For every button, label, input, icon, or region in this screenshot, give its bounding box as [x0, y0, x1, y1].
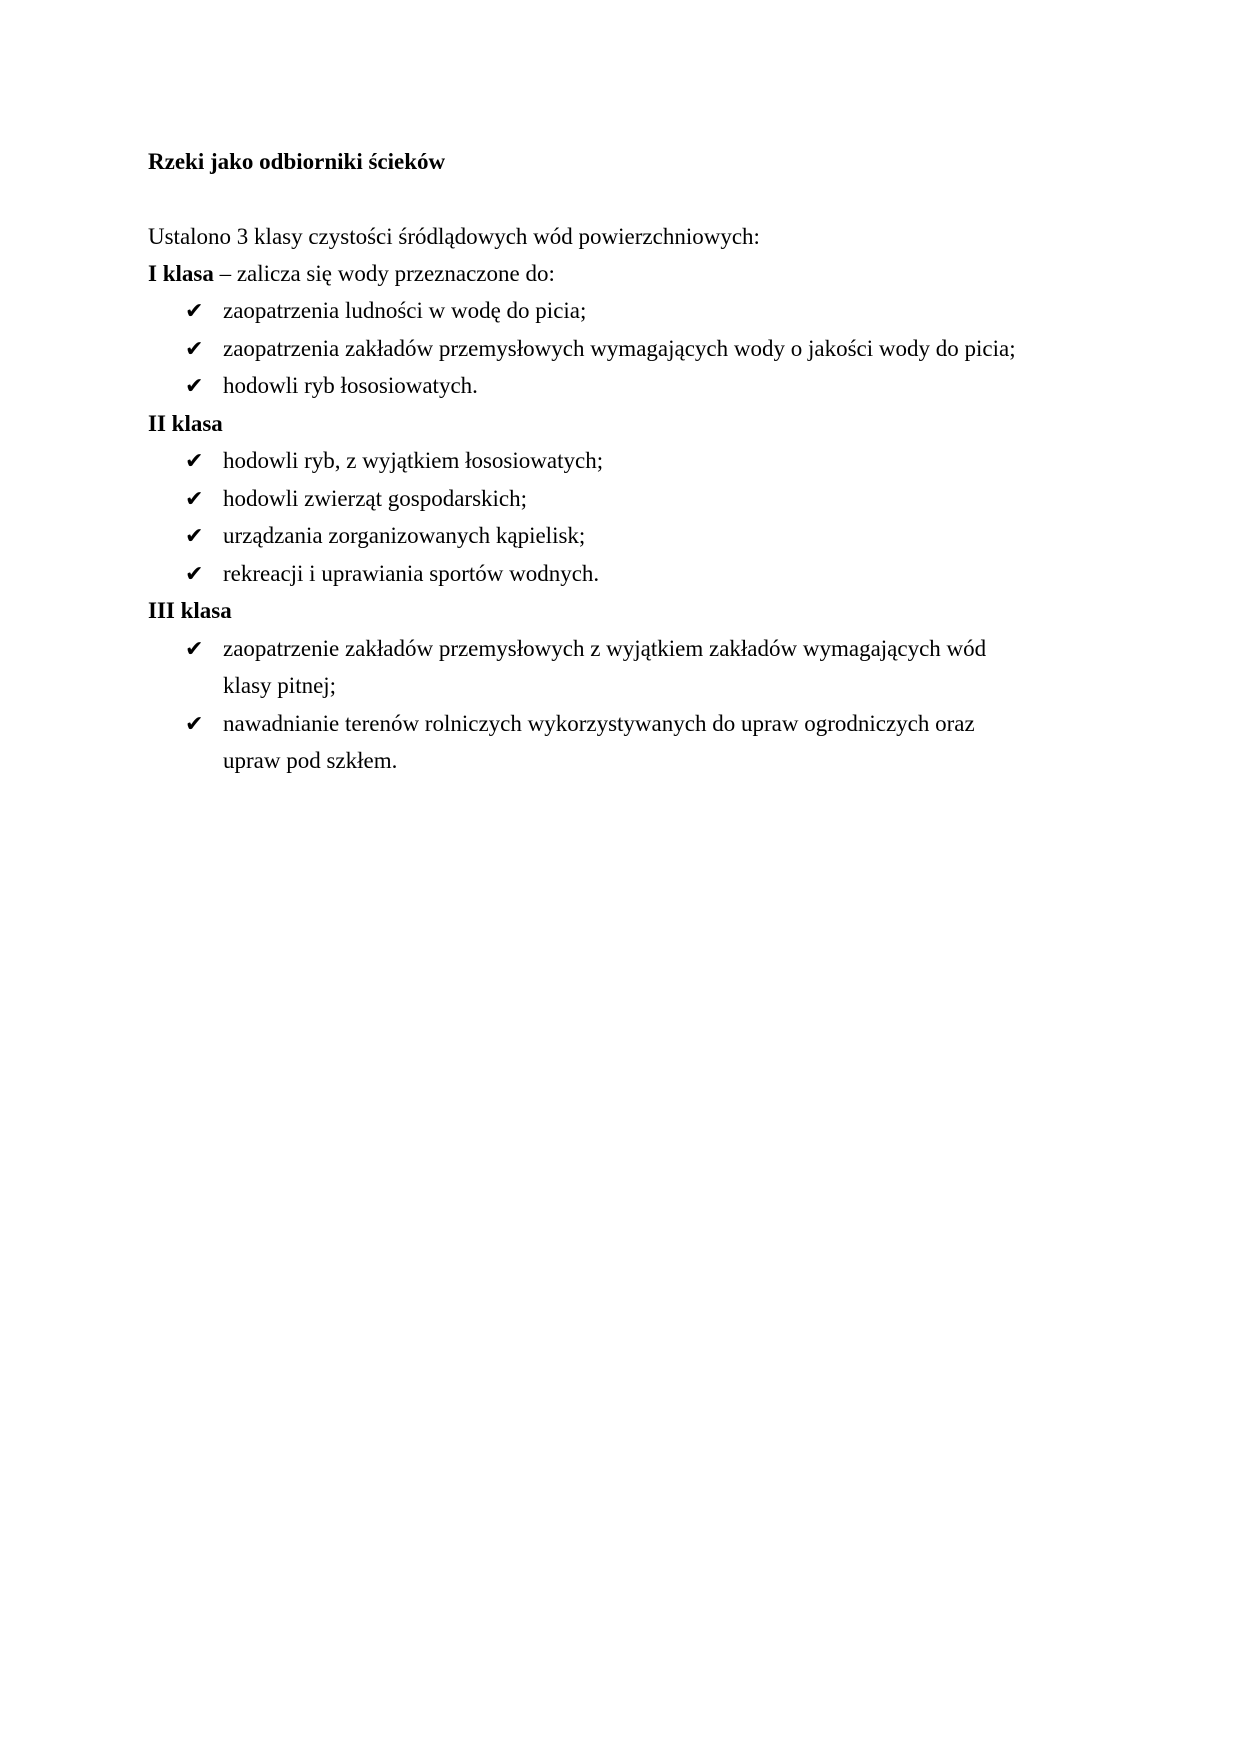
- check-icon: ✔: [185, 448, 204, 473]
- list-item: [185, 521, 585, 551]
- list-item-text: rekreacji i uprawiania sportów wodnych.: [223, 561, 600, 586]
- list-item: [185, 296, 586, 326]
- class-3-heading: III klasa: [148, 598, 232, 623]
- list-item: [185, 334, 1016, 364]
- check-icon: ✔: [185, 636, 204, 661]
- list-item-text: zaopatrzenia zakładów przemysłowych wymagających wody o jakości wody do picia;: [223, 336, 1016, 361]
- list-item-text: hodowli zwierząt gospodarskich;: [223, 486, 528, 511]
- check-icon: ✔: [185, 336, 204, 361]
- list-item-text: zaopatrzenia ludności w wodę do picia;: [223, 298, 587, 323]
- list-item-text: zaopatrzenie zakładów przemysłowych z wyjątkiem zakładów wymagających wód: [223, 636, 987, 661]
- check-icon: ✔: [185, 298, 204, 323]
- list-item: [185, 559, 599, 589]
- list-item-text: hodowli ryb łososiowatych.: [223, 373, 478, 398]
- check-icon: ✔: [185, 373, 204, 398]
- check-icon: ✔: [185, 561, 204, 586]
- intro-paragraph: Ustalono 3 klasy czystości śródlądowych wód powierzchniowych:: [148, 224, 760, 249]
- check-icon: ✔: [185, 711, 204, 736]
- class-1-label: I klasa: [148, 261, 214, 286]
- list-item-continuation: klasy pitnej;: [223, 673, 337, 698]
- class-1-description: – zalicza się wody przeznaczone do:: [213, 261, 555, 286]
- document-title: Rzeki jako odbiorniki ścieków: [148, 149, 446, 174]
- list-item-text: hodowli ryb, z wyjątkiem łososiowatych;: [223, 448, 604, 473]
- class-2-heading: II klasa: [148, 411, 223, 436]
- list-item-continuation: upraw pod szkłem.: [223, 748, 398, 773]
- list-item-text: nawadnianie terenów rolniczych wykorzystywanych do upraw ogrodniczych oraz: [223, 711, 975, 736]
- list-item-text: urządzania zorganizowanych kąpielisk;: [223, 523, 586, 548]
- class-1-heading: [148, 259, 555, 289]
- list-item: [185, 484, 527, 514]
- list-item: [185, 709, 975, 739]
- check-icon: ✔: [185, 486, 204, 511]
- list-item: [185, 446, 603, 476]
- check-icon: ✔: [185, 523, 204, 548]
- list-item: [185, 634, 986, 664]
- list-item: [185, 371, 478, 401]
